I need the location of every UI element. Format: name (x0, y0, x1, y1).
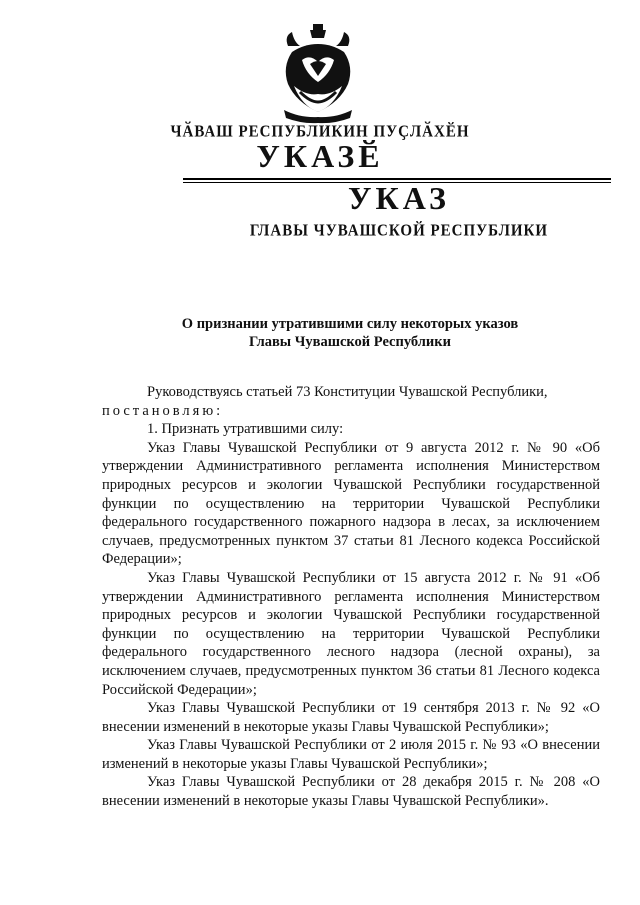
document-title-line-2: Главы Чувашской Республики (248, 334, 451, 350)
russian-header-title: ГЛАВЫ ЧУВАШСКОЙ РЕСПУБЛИКИ (249, 221, 549, 241)
resolve-word: постановляю: (102, 402, 224, 419)
document-title (100, 315, 600, 351)
decree-paragraph-3: Указ Главы Чувашской Республики от 19 сентября 2013 г. № 92 «О внесении изменений в некоторые указы Главы Чувашской Республики»; (102, 700, 600, 735)
intro-paragraph: Руководствуясь статьей 73 Конституции Чувашской Республики, (147, 384, 548, 400)
decree-paragraph-5: Указ Главы Чувашской Республики от 28 декабря 2015 г. № 208 «О внесении изменений в некоторые указы Главы Чувашской Республики». (102, 774, 600, 810)
chuvash-header-title: ЧӐВАШ РЕСПУБЛИКИН ПУҪЛӐХӖН (170, 122, 470, 142)
chuvash-decree-word: УКАЗӖ (256, 138, 384, 174)
document-body (102, 383, 600, 811)
decree-paragraph-1: Указ Главы Чувашской Республики от 9 августа 2012 г. № 90 «Об утверждении Административного регламента исполнения Министерством природных ресурсов и экологии Чувашской Республики государственной функции по осуществлению на территории Чувашской Республики федерального государственного пожарного надзора в лесах, за исключением случаев, предусмотренных пунктом 37 статьи 81 Лесного кодекса Российской Федерации»; (102, 439, 600, 568)
decree-paragraph-4: Указ Главы Чувашской Республики от 2 июля 2015 г. № 93 «О внесении изменений в некоторые указы Главы Чувашской Республики»; (102, 737, 600, 772)
coat-of-arms-icon (280, 22, 356, 126)
item-1: 1. Признать утратившими силу: (147, 421, 344, 438)
russian-decree-word: УКАЗ (348, 180, 450, 216)
decree-paragraph-2: Указ Главы Чувашской Республики от 15 августа 2012 г. № 91 «Об утверждении Административного регламента исполнения Министерством природных ресурсов и экологии Чувашской Республики государственной функции по осуществлению на территории Чувашской Республики федерального государственного лесного надзора (лесной охраны), за исключением случаев, предусмотренных пунктом 36 статьи 81 Лесного кодекса Российской Федерации»; (102, 569, 600, 698)
document-title-line-1: О признании утратившими силу некоторых указов (181, 316, 519, 332)
